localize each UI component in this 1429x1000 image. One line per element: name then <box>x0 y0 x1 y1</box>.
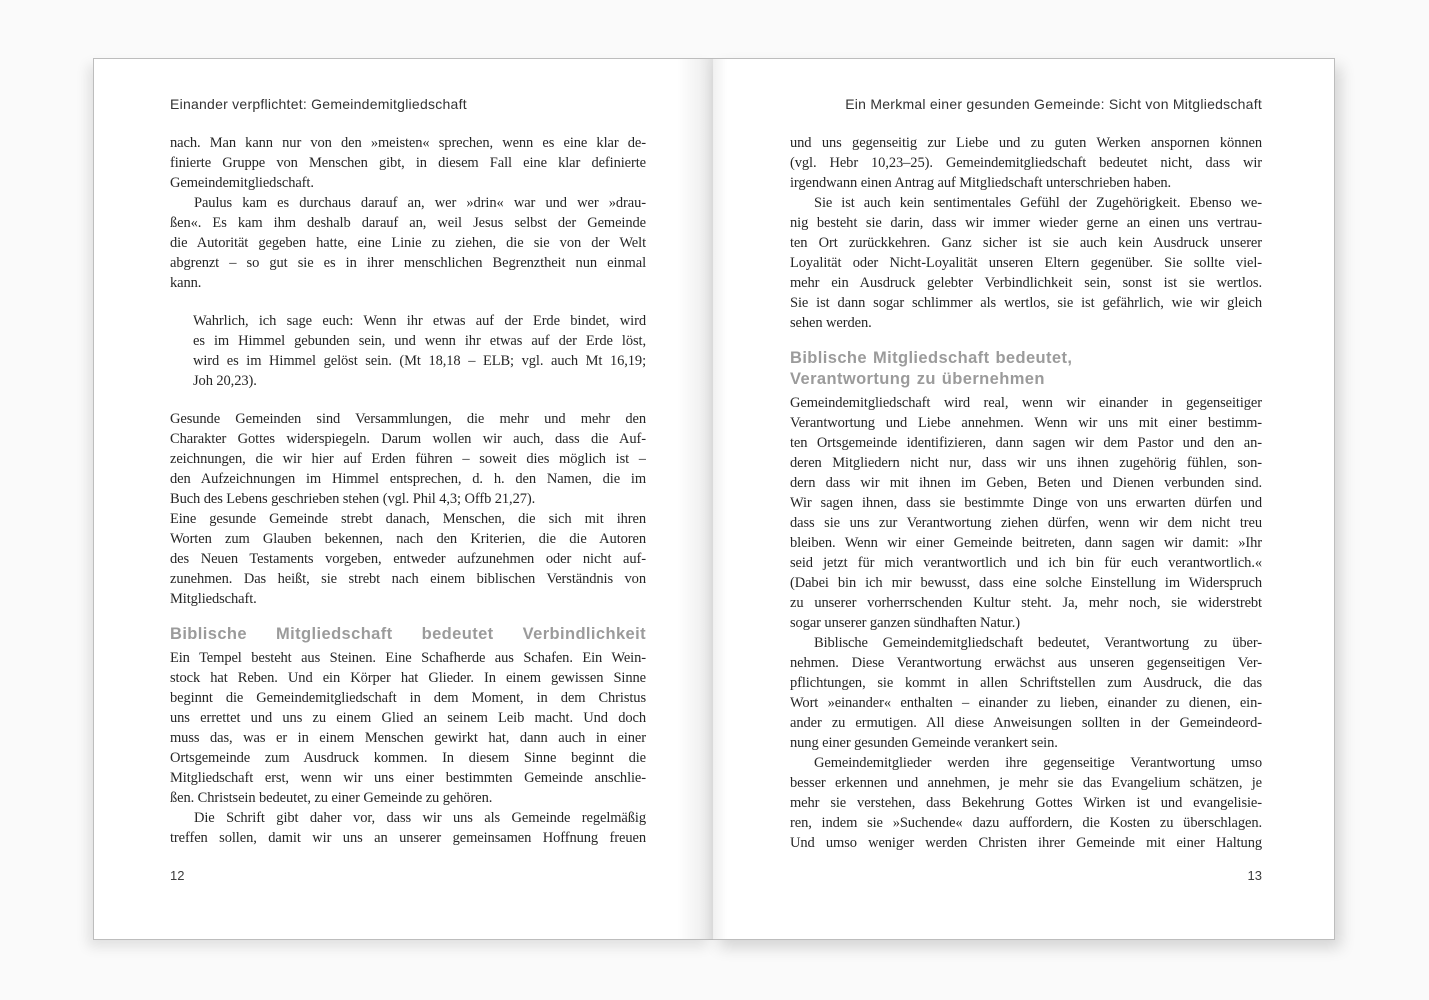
text-line: irgendwann einen Antrag auf Mitgliedschaft unterschrieben haben. <box>790 175 1172 191</box>
text-line: besser erkennen und annehmen, je mehr sie das Evangelium schätzen, je <box>790 775 1262 791</box>
paragraph <box>790 193 1262 333</box>
text-line: Joh 20,23). <box>193 373 257 389</box>
text-line: Biblische Gemeindemitgliedschaft bedeutet, Verantwortung zu über- <box>814 635 1262 651</box>
paragraph <box>170 133 646 193</box>
text-line: Mitgliedschaft erst, wenn wir uns einer bestimmten Gemeinde anschlie- <box>170 770 646 786</box>
text-line: mehr ein Ausdruck gelebter Verbindlichkeit sein, sonst ist sie wertlos. <box>790 275 1262 291</box>
text-line: Paulus kam es durchaus darauf an, wer »drin« war und wer »drau- <box>194 195 646 211</box>
text-line: ander zu ermutigen. All diese Anweisungen sollten in der Gemeindeord- <box>790 715 1262 731</box>
text-line: und uns gegenseitig zur Liebe und zu guten Werken anspornen können <box>790 135 1262 151</box>
right-page-content <box>790 96 1262 853</box>
left-page-body <box>170 133 646 848</box>
text-line: finierte Gruppe von Menschen gibt, in diesem Fall eine klar definierte <box>170 155 646 171</box>
right-page-number: 13 <box>1247 868 1262 883</box>
left-page-content <box>170 96 646 848</box>
text-line: es im Himmel gebunden sein, und wenn ihr etwas auf der Erde löst, <box>193 333 646 349</box>
text-line: nung einer gesunden Gemeinde verankert sein. <box>790 735 1058 751</box>
paragraph <box>170 409 646 509</box>
text-line: muss das, was er in einem Menschen gewirkt hat, dann auch in einer <box>170 730 646 746</box>
left-page <box>93 58 713 940</box>
text-line: bleiben. Wenn wir einer Gemeinde beitreten, dann sagen wir damit: »Ihr <box>790 535 1262 551</box>
text-line: ren, indem sie »Suchende« dazu auffordern, die Kosten zu überschlagen. <box>790 815 1262 831</box>
text-line: Loyalität oder Nicht-Loyalität unseren Eltern gegenüber. Sie sollte viel- <box>790 255 1262 271</box>
text-line: ten Ort zurückkehren. Ganz sicher ist sie auch kein Ausdruck unserer <box>790 235 1262 251</box>
text-line: seid jetzt für mich verantwortlich und ich bin für euch verantwortlich.« <box>790 555 1262 571</box>
spine-shadow <box>677 59 713 939</box>
right-page-body <box>790 133 1262 853</box>
text-line: Gemeindemitglieder werden ihre gegenseitige Verantwortung umso <box>814 755 1262 771</box>
text-line: Wir sagen ihnen, dass sie bestimmte Dinge von uns erwarten dürfen und <box>790 495 1262 511</box>
text-line: kann. <box>170 275 202 291</box>
right-page <box>713 58 1335 940</box>
text-line: deren Mitgliedern nicht nur, dass wir uns ihnen zugehörig fühlen, son- <box>790 455 1262 471</box>
paragraph <box>170 193 646 293</box>
text-line: ten Ortsgemeinde identifizieren, dann sagen wir dem Pastor und den an- <box>790 435 1262 451</box>
text-line: Sie ist auch kein sentimentales Gefühl der Zugehörigkeit. Ebenso we- <box>814 195 1262 211</box>
heading-line: Biblische Mitgliedschaft bedeutet Verbindlichkeit <box>170 625 646 643</box>
text-line: mehr sie verstehen, dass Bekehrung Gottes Wirken ist und evangelisie- <box>790 795 1262 811</box>
text-line: Wahrlich, ich sage euch: Wenn ihr etwas auf der Erde bindet, wird <box>193 313 646 329</box>
text-line: Wort »einander« enthalten – einander zu lieben, einander zu dienen, ein- <box>790 695 1262 711</box>
text-line: Sie ist dann sogar schlimmer als wertlos, sie ist gefährlich, wie wir gleich <box>790 295 1262 311</box>
text-line: Und umso weniger werden Christen ihrer Gemeinde mit einer Haltung <box>790 835 1262 851</box>
text-line: sogar unserer ganzen sündhaften Natur.) <box>790 615 1021 631</box>
text-line: uns errettet und uns zu einem Glied an seinem Leib macht. Und doch <box>170 710 646 726</box>
text-line: nach. Man kann nur von den »meisten« sprechen, wenn es eine klar de- <box>170 135 646 151</box>
text-line: Buch des Lebens geschrieben stehen (vgl. Phil 4,3; Offb 21,27). <box>170 491 536 507</box>
spine-highlight <box>713 59 727 939</box>
text-line: Gesunde Gemeinden sind Versammlungen, die mehr und mehr den <box>170 411 646 427</box>
text-line: zunehmen. Das heißt, sie strebt nach einem biblischen Verständnis von <box>170 571 646 587</box>
text-line: pflichtungen, sie kommt in allen Schriftstellen zum Ausdruck, die das <box>790 675 1262 691</box>
text-line: (Dabei bin ich mir bewusst, dass eine solche Einstellung im Widerspruch <box>790 575 1262 591</box>
right-running-head: Ein Merkmal einer gesunden Gemeinde: Sicht von Mitgliedschaft <box>845 96 1262 112</box>
left-running-head: Einander verpflichtet: Gemeindemitgliedschaft <box>170 96 467 112</box>
paragraph <box>790 753 1262 853</box>
paragraph <box>170 509 646 609</box>
text-line: abgrenzt – so gut sie es in ihrer menschlichen Begrenztheit nun einmal <box>170 255 646 271</box>
text-line: stock hat Reben. Und ein Körper hat Glieder. In einem gewissen Sinne <box>170 670 646 686</box>
text-line: die Autorität gegeben hatte, eine Linie zu ziehen, die sie von der Welt <box>170 235 646 251</box>
text-line: wird es im Himmel gelöst sein. (Mt 18,18 – ELB; vgl. auch Mt 16,19; <box>193 353 646 369</box>
paragraph <box>790 633 1262 753</box>
text-line: beginnt die Gemeindemitgliedschaft in dem Moment, in dem Christus <box>170 690 646 706</box>
text-line: Ein Tempel besteht aus Steinen. Eine Schafherde aus Schafen. Ein Wein- <box>170 650 646 666</box>
text-line: sehen werden. <box>790 315 872 331</box>
text-line: ßen«. Es kam ihm deshalb darauf an, weil Jesus selbst der Gemeinde <box>170 215 646 231</box>
heading-line: Biblische Mitgliedschaft bedeutet, <box>790 349 1073 367</box>
text-line: Gemeindemitgliedschaft wird real, wenn wir einander in gegenseitiger <box>790 395 1262 411</box>
section-heading <box>170 624 646 645</box>
text-line: dass sie uns zur Verantwortung ziehen dürfen, wenn wir dem nicht treu <box>790 515 1262 531</box>
text-line: zu unserer vorherrschenden Kultur steht. Ja, mehr noch, sie widerstrebt <box>790 595 1262 611</box>
text-line: Mitgliedschaft. <box>170 591 257 607</box>
text-line: Worten zum Glauben bekennen, nach den Kriterien, die die Autoren <box>170 531 646 547</box>
section-heading <box>790 348 1262 390</box>
paragraph <box>170 648 646 808</box>
text-line: (vgl. Hebr 10,23–25). Gemeindemitgliedschaft bedeutet nicht, dass wir <box>790 155 1262 171</box>
text-line: ßen. Christsein bedeutet, zu einer Gemeinde zu gehören. <box>170 790 493 806</box>
text-line: dern dass wir mit ihnen im Geben, Beten und Dienen verbunden sind. <box>790 475 1262 491</box>
text-line: zeichnungen, die wir hier auf Erden führen – soweit dies möglich ist – <box>170 451 646 467</box>
paragraph <box>170 808 646 848</box>
text-line: Die Schrift gibt daher vor, dass wir uns als Gemeinde regelmäßig <box>194 810 646 826</box>
block-quote <box>170 311 646 391</box>
paragraph <box>790 393 1262 633</box>
text-line: Gemeindemitgliedschaft. <box>170 175 314 191</box>
text-line: nehmen. Diese Verantwortung erwächst aus unseren gegenseitigen Ver- <box>790 655 1262 671</box>
text-line: Eine gesunde Gemeinde strebt danach, Menschen, die sich mit ihren <box>170 511 646 527</box>
heading-line: Verantwortung zu übernehmen <box>790 370 1045 388</box>
text-line: nig besteht sie darin, dass wir immer wieder gerne an einen uns vertrau- <box>790 215 1262 231</box>
text-line: Charakter Gottes widerspiegeln. Darum wollen wir auch, dass die Auf- <box>170 431 646 447</box>
text-line: Verantwortung und Liebe annehmen. Wenn wir uns mit einer bestimm- <box>790 415 1262 431</box>
text-line: des Neuen Testaments vorgeben, entweder aufzunehmen oder nicht auf- <box>170 551 646 567</box>
paragraph <box>790 133 1262 193</box>
text-line: treffen sollen, damit wir uns an unserer gemeinsamen Hoffnung freuen <box>170 830 646 846</box>
text-line: Ortsgemeinde zum Ausdruck kommen. In diesem Sinne beginnt die <box>170 750 646 766</box>
left-page-number: 12 <box>170 868 185 883</box>
text-line: den Aufzeichnungen im Himmel entsprechen, d. h. den Namen, die im <box>170 471 646 487</box>
